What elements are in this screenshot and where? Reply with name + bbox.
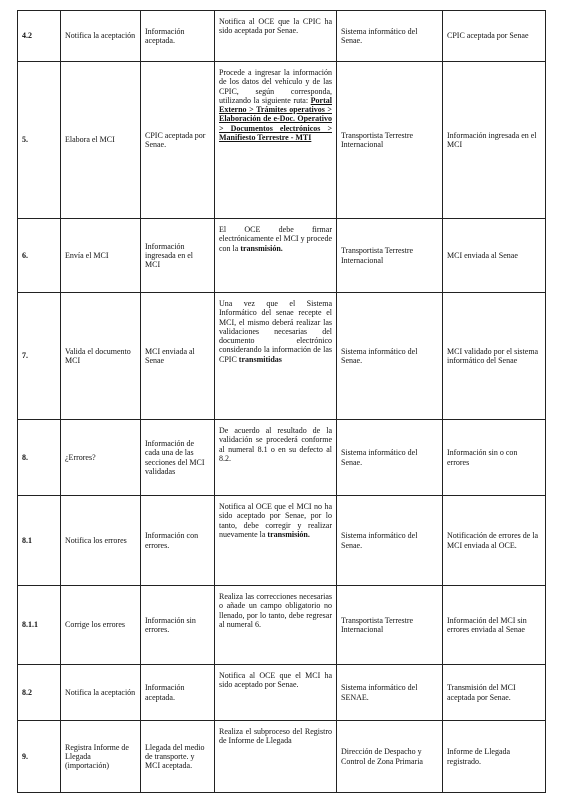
description-emphasis: transmisión. — [240, 243, 283, 253]
description-cell — [215, 219, 337, 293]
activity-cell: Notifica la aceptación — [61, 11, 141, 62]
table-row — [18, 11, 546, 62]
description-cell: Notifica al OCE que la CPIC ha sido aceptada por Senae. — [215, 11, 337, 62]
description-cell: Realiza las correcciones necesarias o añade un campo obligatorio no llenado, por lo tanto, debe regresar al numeral 6. — [215, 586, 337, 665]
description-text: El OCE debe firmar electrónicamente el MCI y procede con la — [219, 225, 332, 253]
responsible-cell: Dirección de Despacho y Control de Zona Primaria — [337, 721, 443, 793]
input-cell: Llegada del medio de transporte. y MCI aceptada. — [141, 721, 215, 793]
step-number: 6. — [18, 219, 61, 293]
activity-cell: Registra Informe de Llegada (importación) — [61, 721, 141, 793]
output-cell: Transmisión del MCI aceptada por Senae. — [443, 665, 546, 721]
responsible-cell: Transportista Terrestre Internacional — [337, 62, 443, 219]
step-number: 4.2 — [18, 11, 61, 62]
description-text: Una vez que el Sistema Informático del senae recepte el MCI, el mismo deberá realizar las validaciones necesarias del documento electrónico considerando la información de las CPIC — [219, 299, 332, 364]
description-cell: Realiza el subproceso del Registro de Informe de Llegada — [215, 721, 337, 793]
step-number: 9. — [18, 721, 61, 793]
description-text: Procede a ingresar la información de los datos del vehículo y de las CPIC, según corresponda, utilizando la siguiente ruta: — [219, 68, 332, 105]
input-cell: Información de cada una de las secciones del MCI validadas — [141, 420, 215, 496]
step-number: 8.2 — [18, 665, 61, 721]
output-cell: Informe de Llegada registrado. — [443, 721, 546, 793]
table-row — [18, 219, 546, 293]
step-number: 8.1 — [18, 496, 61, 586]
activity-cell: Notifica los errores — [61, 496, 141, 586]
activity-cell: Valida el documento MCI — [61, 293, 141, 420]
description-cell — [215, 293, 337, 420]
responsible-cell: Sistema informático del Senae. — [337, 11, 443, 62]
output-cell: Notificación de errores de la MCI enviada al OCE. — [443, 496, 546, 586]
output-cell: MCI validado por el sistema informático del Senae — [443, 293, 546, 420]
table-row — [18, 721, 546, 793]
step-number: 5. — [18, 62, 61, 219]
input-cell: Información ingresada en el MCI — [141, 219, 215, 293]
step-number: 8.1.1 — [18, 586, 61, 665]
description-emphasis: transmisión. — [267, 529, 310, 539]
output-cell: MCI enviada al Senae — [443, 219, 546, 293]
step-number: 8. — [18, 420, 61, 496]
table-row — [18, 586, 546, 665]
description-cell: De acuerdo al resultado de la validación se procederá conforme al numeral 8.1 o en su defecto al 8.2. — [215, 420, 337, 496]
responsible-cell: Transportista Terrestre Internacional — [337, 586, 443, 665]
output-cell: CPIC aceptada por Senae — [443, 11, 546, 62]
responsible-cell: Sistema informático del Senae. — [337, 293, 443, 420]
output-cell: Información ingresada en el MCI — [443, 62, 546, 219]
activity-cell: ¿Errores? — [61, 420, 141, 496]
table-row — [18, 665, 546, 721]
input-cell: CPIC aceptada por Senae. — [141, 62, 215, 219]
input-cell: Información aceptada. — [141, 11, 215, 62]
output-cell: Información sin o con errores — [443, 420, 546, 496]
process-table — [17, 10, 546, 793]
input-cell: Información sin errores. — [141, 586, 215, 665]
table-row — [18, 420, 546, 496]
description-text: Notifica al OCE que el MCI no ha sido aceptado por Senae, por lo tanto, debe corregir y realizar nuevamente la — [219, 502, 332, 539]
activity-cell: Elabora el MCI — [61, 62, 141, 219]
description-cell: Notifica al OCE que el MCI ha sido aceptado por Senae. — [215, 665, 337, 721]
responsible-cell: Transportista Terrestre Internacional — [337, 219, 443, 293]
activity-cell: Envía el MCI — [61, 219, 141, 293]
input-cell: MCI enviada al Senae — [141, 293, 215, 420]
table-row — [18, 496, 546, 586]
responsible-cell: Sistema informático del SENAE. — [337, 665, 443, 721]
output-cell: Información del MCI sin errores enviada al Senae — [443, 586, 546, 665]
table-row — [18, 293, 546, 420]
table-row — [18, 62, 546, 219]
description-emphasis: transmitidas — [238, 354, 282, 364]
portal-route-link: Portal Externo > Trámites operativos > Elaboración de e-Doc. Operativo > Documentos electrónicos > Manifiesto Terrestre - MTI — [219, 95, 332, 143]
activity-cell: Corrige los errores — [61, 586, 141, 665]
responsible-cell: Sistema informático del Senae. — [337, 496, 443, 586]
input-cell: Información con errores. — [141, 496, 215, 586]
description-cell — [215, 62, 337, 219]
responsible-cell: Sistema informático del Senae. — [337, 420, 443, 496]
description-cell — [215, 496, 337, 586]
step-number: 7. — [18, 293, 61, 420]
input-cell: Información aceptada. — [141, 665, 215, 721]
activity-cell: Notifica la aceptación — [61, 665, 141, 721]
